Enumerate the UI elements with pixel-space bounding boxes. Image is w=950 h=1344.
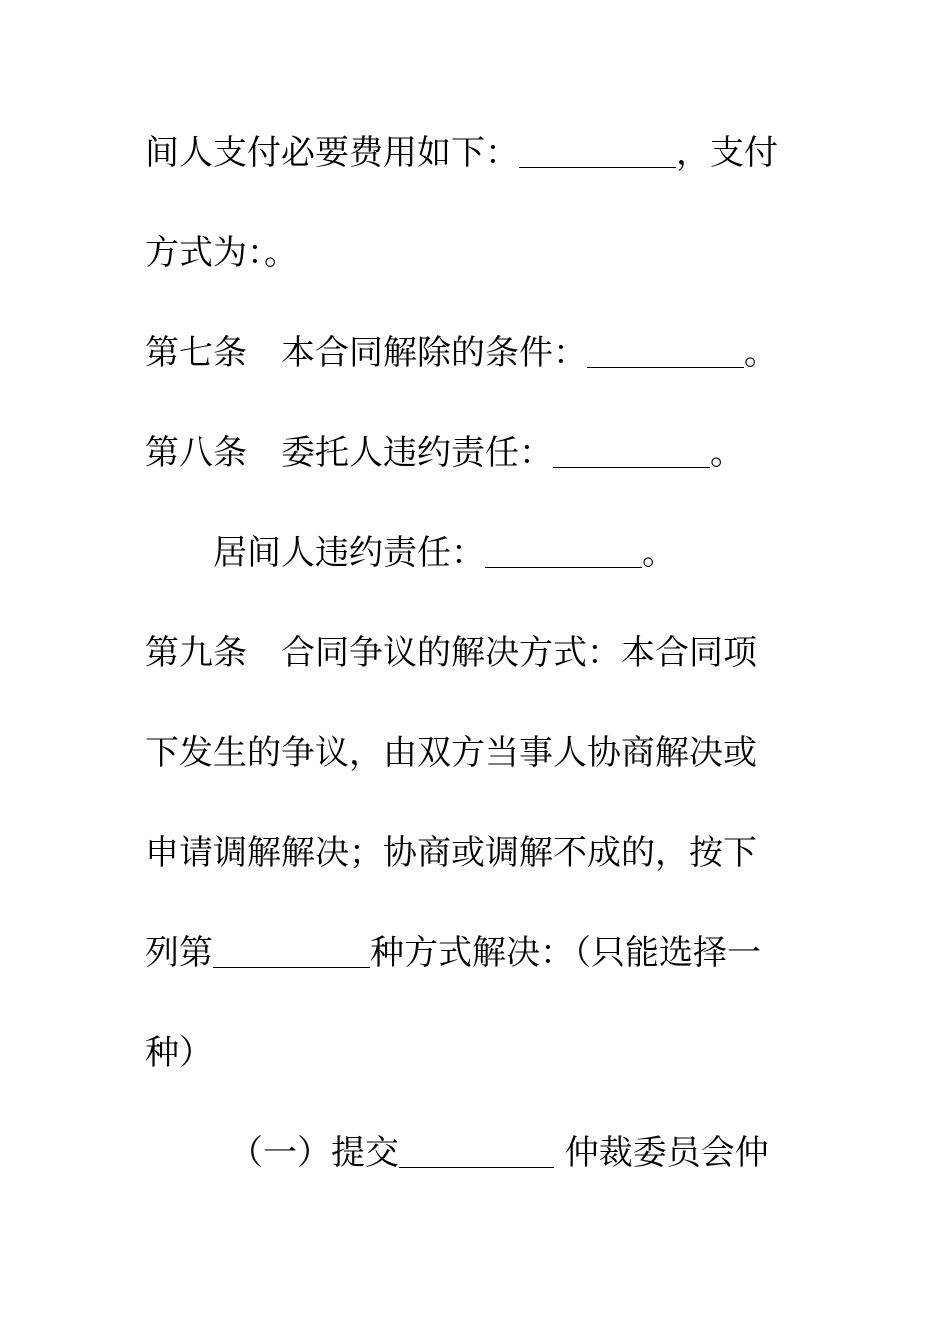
article-7-number: 第七条 — [145, 333, 247, 373]
article-9-number: 第九条 — [145, 633, 247, 673]
fill-in-blank-method-number — [213, 966, 370, 968]
fill-in-blank-client-liability — [553, 466, 710, 468]
article-8-end: 。 — [710, 433, 744, 473]
intermediary-liability-end: 。 — [642, 533, 676, 573]
fill-in-blank-fee — [519, 166, 676, 168]
line-9-text-end: 种方式解决：（只能选择一 — [370, 933, 761, 973]
fill-in-blank-intermediary-liability — [485, 566, 642, 568]
text-line-1 — [145, 128, 778, 178]
line-10-text: 种） — [145, 1033, 213, 1073]
article-7-line — [145, 328, 778, 378]
fill-in-blank-termination — [587, 366, 744, 368]
intermediary-liability-text: 居间人违约责任： — [213, 533, 485, 573]
article-8-number: 第八条 — [145, 433, 247, 473]
text-line-9 — [145, 928, 761, 978]
line-8-text: 申请调解解决；协商或调解不成的，按下 — [145, 833, 757, 873]
article-8-text: 委托人违约责任： — [281, 433, 553, 473]
article-8-line — [145, 428, 744, 478]
article-9-line — [145, 628, 757, 678]
option-1-text-start: （一）提交 — [229, 1133, 399, 1173]
text-line-7 — [145, 728, 757, 778]
line-1-text-end: ，支付 — [676, 133, 778, 173]
fill-in-blank-arbitration-commission — [399, 1166, 554, 1168]
text-line-8 — [145, 828, 757, 878]
line-9-text-start: 列第 — [145, 933, 213, 973]
article-7-text: 本合同解除的条件： — [281, 333, 587, 373]
text-line-2 — [145, 228, 298, 278]
intermediary-liability-line — [213, 528, 676, 578]
article-7-end: 。 — [744, 333, 778, 373]
line-7-text: 下发生的争议，由双方当事人协商解决或 — [145, 733, 757, 773]
line-2-text: 方式为：。 — [145, 233, 298, 273]
line-1-text-start: 间人支付必要费用如下： — [145, 133, 519, 173]
option-1-line — [229, 1128, 769, 1178]
article-9-text: 合同争议的解决方式：本合同项 — [281, 633, 757, 673]
option-1-text-end: 仲裁委员会仲 — [554, 1133, 769, 1173]
text-line-10 — [145, 1028, 213, 1078]
